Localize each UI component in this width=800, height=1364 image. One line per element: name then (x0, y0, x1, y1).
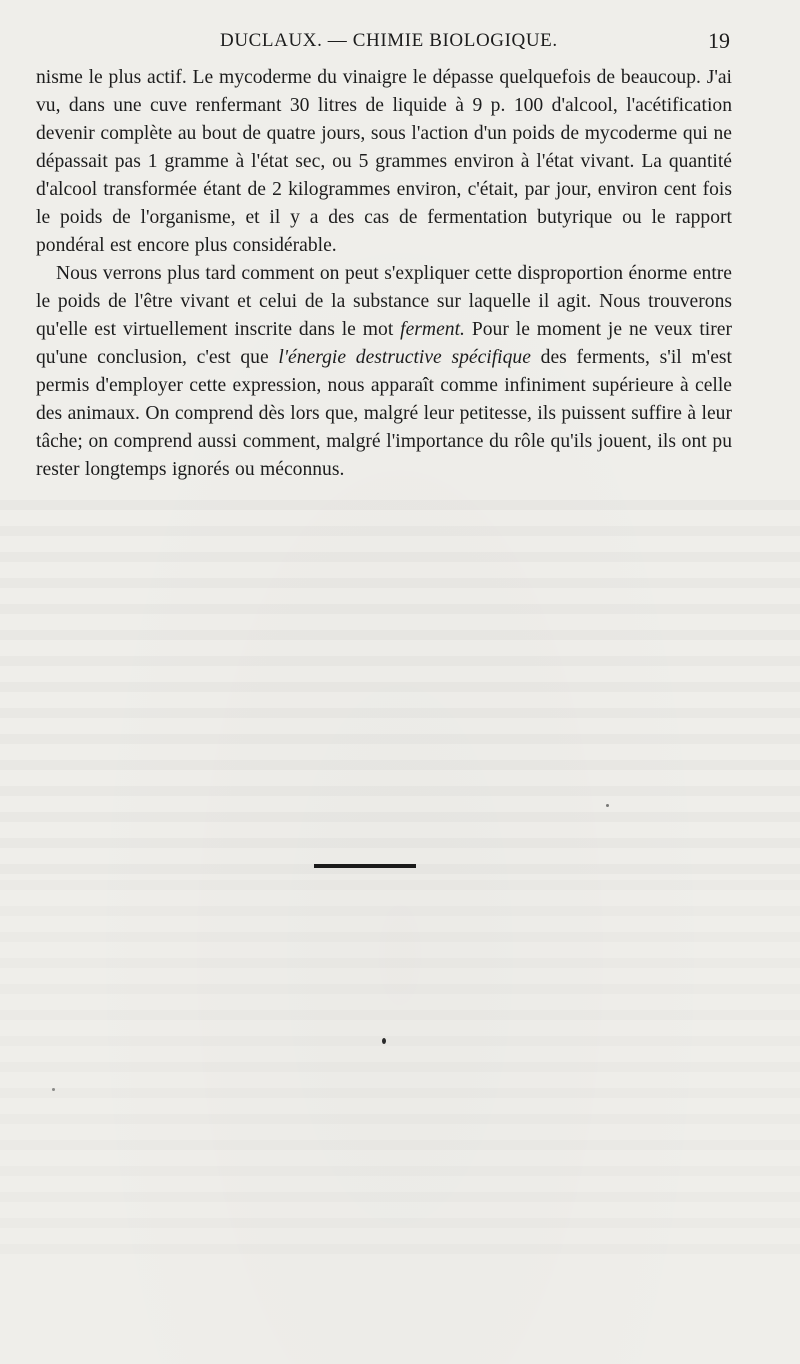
show-through-text-lower (0, 880, 800, 1260)
page-number: 19 (708, 28, 730, 53)
emphasis-ferment: ferment. (400, 319, 465, 340)
ink-speck (382, 1038, 386, 1044)
paragraph-1: nisme le plus actif. Le mycoderme du vinaigre le dépasse quelquefois de beaucoup. J'ai vu, dans une cuve renfermant 30 litres de liquide à 9 p. 100 d'alcool, l'acétification devenir complète au bout de quatre jours, sous l'action d'un poids de mycoderme qui ne dépassait pas 1 gramme à l'état sec, ou 5 grammes environ à l'état vivant. La quantité d'alcool transformée étant de 2 kilogrammes environ, c'était, par jour, environ cent fois le poids de l'organisme, et il y a des cas de fermentation butyrique ou le rapport pondéral est encore plus considérable. (36, 67, 732, 256)
paragraph-2 (36, 260, 732, 484)
body-text (36, 64, 732, 484)
section-end-rule (314, 864, 416, 868)
paragraph-2-text-c: des ferments, s'il m'est permis d'employer cette expression, nous apparaît comme infiniment supérieure à celle des animaux. On comprend dès lors que, malgré leur petitesse, ils puissent suffire à leur tâche; on comprend aussi comment, malgré l'importance du rôle qu'ils jouent, ils ont pu rester longtemps ignorés ou méconnus. (36, 347, 732, 480)
ink-speck (52, 1088, 55, 1091)
paragraph-2-text-b: Pour le moment je ne veux tirer qu'une conclusion, c'est que (36, 319, 732, 368)
show-through-text (0, 500, 800, 880)
page-header (0, 28, 800, 58)
running-head: DUCLAUX. — CHIMIE BIOLOGIQUE. (220, 30, 558, 51)
emphasis-energie-destructive: l'énergie destructive spécifique (278, 347, 531, 368)
ink-speck (606, 804, 609, 807)
paragraph-2-text-a: Nous verrons plus tard comment on peut s'expliquer cette disproportion énorme entre le poids de l'être vivant et celui de la substance sur laquelle il agit. Nous trouverons qu'elle est virtuellement inscrite dans le mot (36, 263, 732, 340)
